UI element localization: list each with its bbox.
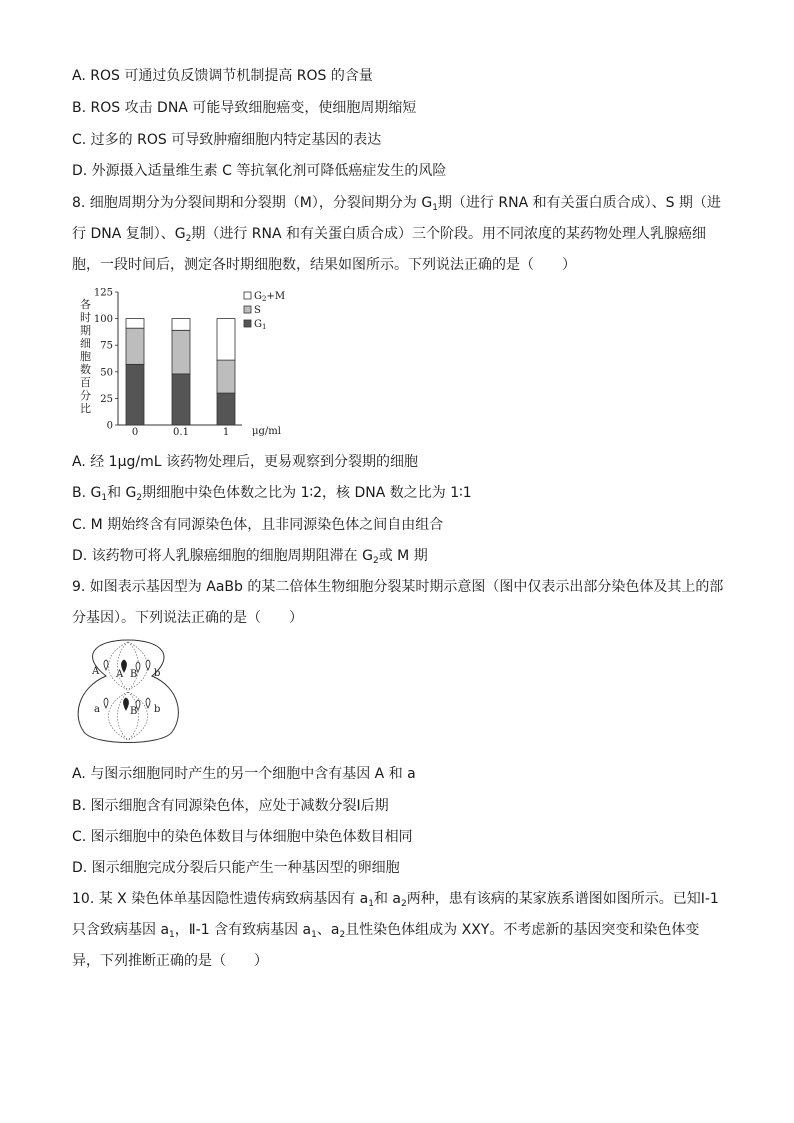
y-label-char: 分 bbox=[80, 389, 91, 402]
y-tick-label: 125 bbox=[93, 287, 113, 299]
x-tick-label: 1 bbox=[222, 427, 230, 438]
y-label-char: 百 bbox=[80, 376, 91, 389]
cell-outline bbox=[78, 640, 178, 743]
gene-label-b-lower: b bbox=[154, 704, 161, 715]
bar-segment-g2m bbox=[217, 319, 235, 360]
gene-label-A: A bbox=[92, 666, 100, 677]
y-tick-label: 50 bbox=[100, 367, 113, 379]
gene-label-b: b bbox=[154, 668, 161, 679]
x-tick-label: 0.1 bbox=[173, 427, 189, 438]
q9-option-a: A. 与图示细胞同时产生的另一个细胞中含有基因 A 和 a bbox=[72, 766, 416, 782]
legend-swatch-g2m bbox=[244, 292, 251, 299]
bar-segment-g2m bbox=[126, 319, 144, 329]
x-tick-label: 0 bbox=[131, 427, 139, 438]
y-axis-label bbox=[80, 298, 91, 415]
y-label-char: 时 bbox=[80, 311, 91, 324]
legend-label-s: S bbox=[254, 305, 261, 316]
gene-label-A-2: A bbox=[116, 669, 124, 680]
gene-label-B: B bbox=[130, 669, 138, 680]
q8-option-a: A. 经 1μg/mL 该药物处理后，更易观察到分裂期的细胞 bbox=[72, 454, 418, 470]
gene-label-a: a bbox=[94, 704, 100, 715]
legend-label-g2m: $G_2+M$ bbox=[254, 291, 286, 303]
spindle-fibers bbox=[109, 642, 148, 740]
q10-stem-line-1: 10. 某 X 染色体单基因隐性遗传病致病基因有 $a_1$和 $a_2$两种，患有该病的某家族系谱图如图所示。已知Ⅰ-1 bbox=[72, 891, 719, 909]
y-tick-labels bbox=[94, 288, 118, 432]
bar-segment-g1 bbox=[126, 364, 144, 425]
y-tick-label: 100 bbox=[93, 314, 113, 326]
y-label-char: 数 bbox=[80, 363, 91, 376]
bar-segment-s bbox=[126, 328, 144, 364]
q10-stem-line-2: 只含致病基因 $a_1$，Ⅱ-1 含有致病基因 $a_1$、$a_2$且性染色体组成为 XXY。不考虑新的基因突变和染色体变 bbox=[72, 922, 700, 940]
legend-swatch-s bbox=[244, 306, 251, 313]
q9-stem-line-2: 分基因）。下列说法正确的是（ ） bbox=[72, 610, 303, 626]
dividing-cell-diagram bbox=[72, 636, 184, 748]
cell-cycle-bar-chart bbox=[72, 282, 292, 440]
bar-group bbox=[126, 319, 235, 425]
x-axis-unit: μg/ml bbox=[252, 426, 281, 437]
q7-option-d: D. 外源摄入适量维生素 C 等抗氧化剂可降低癌症发生的风险 bbox=[72, 163, 447, 179]
q8-option-c: C. M 期始终含有同源染色体，且非同源染色体之间自由组合 bbox=[72, 517, 444, 533]
bar-segment-s bbox=[217, 360, 235, 393]
chart-legend bbox=[244, 291, 285, 331]
x-tick-labels bbox=[132, 427, 229, 438]
legend-swatch-g1 bbox=[244, 320, 251, 327]
y-label-char: 细 bbox=[80, 337, 91, 350]
y-tick-label: 25 bbox=[100, 393, 113, 405]
q8-option-b: B. $G_1$和 $G_2$期细胞中染色体数之比为 1∶2，核 DNA 数之比为 1∶1 bbox=[72, 485, 472, 503]
q9-stem-line-1: 9. 如图表示基因型为 AaBb 的某二倍体生物细胞分裂某时期示意图（图中仅表示出部分染色体及其上的部 bbox=[72, 579, 724, 595]
bar-segment-s bbox=[172, 330, 190, 374]
q8-stem-line-1: 8. 细胞周期分为分裂间期和分裂期（M），分裂间期分为 $G_1$期（进行 RNA 和有关蛋白质合成）、S 期（进 bbox=[72, 195, 721, 213]
q7-option-b: B. ROS 攻击 DNA 可能导致细胞癌变，使细胞周期缩短 bbox=[72, 100, 417, 116]
bar-segment-g2m bbox=[172, 319, 190, 331]
y-tick-label: 75 bbox=[100, 340, 113, 352]
q7-option-c: C. 过多的 ROS 可导致肿瘤细胞内特定基因的表达 bbox=[72, 132, 382, 148]
q9-option-c: C. 图示细胞中的染色体数目与体细胞中染色体数目相同 bbox=[72, 829, 413, 845]
q9-option-d: D. 图示细胞完成分裂后只能产生一种基因型的卵细胞 bbox=[72, 860, 400, 876]
chromosomes-upper bbox=[104, 660, 150, 672]
q7-option-a: A. ROS 可通过负反馈调节机制提高 ROS 的含量 bbox=[72, 68, 373, 84]
y-label-char: 各 bbox=[80, 298, 91, 311]
q8-stem-line-2: 行 DNA 复制）、$G_2$期（进行 RNA 和有关蛋白质合成）三个阶段。用不同浓度的某药物处理人乳腺癌细 bbox=[72, 226, 707, 244]
bar-segment-g1 bbox=[172, 374, 190, 425]
q8-stem-line-3: 胞，一段时间后，测定各时期细胞数，结果如图所示。下列说法正确的是（ ） bbox=[72, 257, 576, 273]
bar-segment-g1 bbox=[217, 393, 235, 425]
y-label-char: 胞 bbox=[80, 350, 91, 363]
q8-option-d: D. 该药物可将人乳腺癌细胞的细胞周期阻滞在 $G_2$或 M 期 bbox=[72, 548, 428, 566]
gene-label-B-lower: B bbox=[130, 706, 138, 717]
q10-stem-line-3: 异，下列推断正确的是（ ） bbox=[72, 953, 268, 969]
y-label-char: 期 bbox=[80, 324, 91, 337]
legend-label-g1: $G_1$ bbox=[254, 319, 267, 331]
y-tick-label: 0 bbox=[106, 420, 113, 432]
y-label-char: 比 bbox=[80, 402, 91, 415]
q9-option-b: B. 图示细胞含有同源染色体，应处于减数分裂Ⅰ后期 bbox=[72, 798, 389, 814]
